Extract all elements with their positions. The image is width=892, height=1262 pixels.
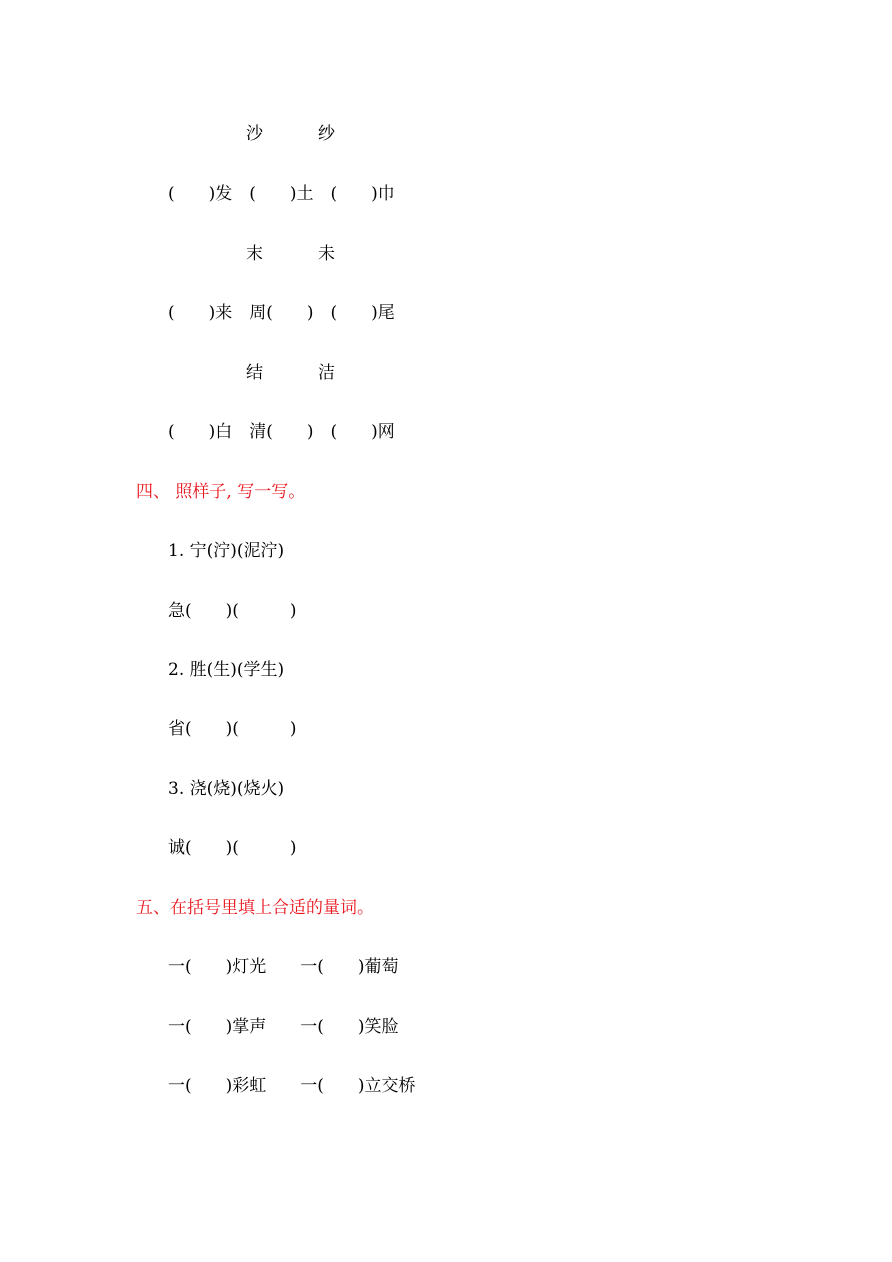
char-pair-3: [0, 362, 892, 428]
exercise-1-example: 1. 宁(泞)(泥泞): [168, 541, 285, 561]
char-pair-1-b: 纱: [318, 124, 335, 144]
exercise-2-example: 2. 胜(生)(学生): [168, 660, 285, 680]
measure-word-row-2: 一( )掌声 一( )笑脸: [168, 1017, 399, 1037]
exercise-3-example: 3. 浇(烧)(烧火): [168, 779, 285, 799]
fill-row-3: ( )白 清( ) ( )网: [168, 422, 395, 442]
char-pair-1-a: 沙: [246, 124, 263, 144]
section-5-heading: 五、在括号里填上合适的量词。: [136, 898, 374, 918]
char-pair-3-b: 洁: [318, 363, 335, 383]
measure-word-row-1: 一( )灯光 一( )葡萄: [168, 957, 399, 977]
char-pair-2: [0, 243, 892, 309]
exercise-2-task: 省( )( ): [168, 719, 297, 739]
exercise-3-task: 诚( )( ): [168, 838, 297, 858]
char-pair-1: [0, 123, 892, 189]
char-pair-2-a: 末: [246, 244, 263, 264]
measure-word-row-3: 一( )彩虹 一( )立交桥: [168, 1076, 416, 1096]
char-pair-2-b: 未: [318, 244, 335, 264]
section-4-heading: 四、 照样子, 写一写。: [136, 482, 306, 502]
exercise-1-task: 急( )( ): [168, 601, 297, 621]
fill-row-2: ( )来 周( ) ( )尾: [168, 303, 395, 323]
char-pair-3-a: 结: [246, 363, 263, 383]
fill-row-1: ( )发 ( )土 ( )巾: [168, 184, 395, 204]
